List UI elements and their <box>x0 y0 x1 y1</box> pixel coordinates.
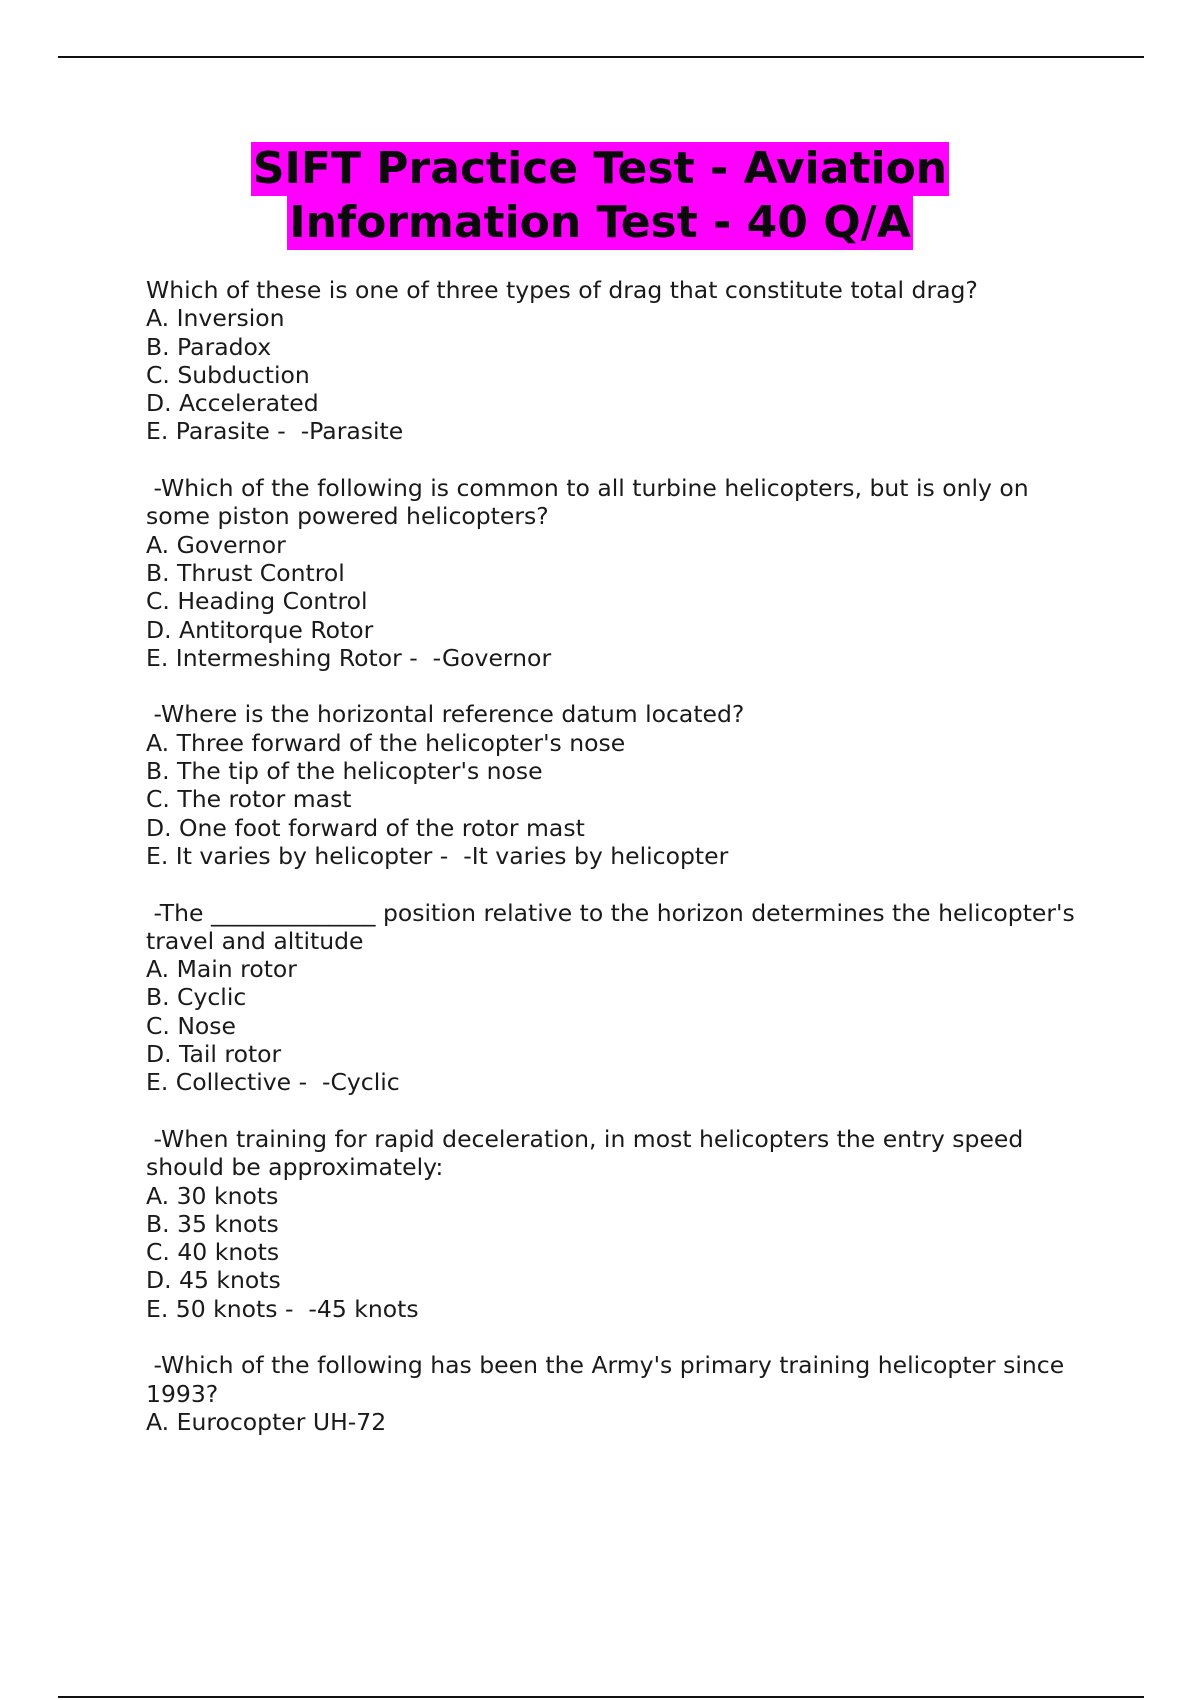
question-block <box>146 276 1076 446</box>
answer-option: C. Heading Control <box>146 587 368 616</box>
questions-body <box>146 276 1083 1464</box>
title-line-1: SIFT Practice Test - Aviation <box>252 143 948 194</box>
answer-option: D. Antitorque Rotor <box>146 615 374 644</box>
answer-option: A. Governor <box>146 530 286 559</box>
answer-option: A. Three forward of the helicopter's nose <box>146 728 626 757</box>
question-block <box>146 1125 1076 1323</box>
answer-option: D. 45 knots <box>146 1266 281 1295</box>
answer-option: C. 40 knots <box>146 1238 280 1267</box>
answer-option: C. Subduction <box>146 360 310 389</box>
question-prompt: -Where is the horizontal reference datum located? <box>146 700 745 729</box>
answer-option: E. Collective - -Cyclic <box>146 1068 400 1097</box>
question-prompt: -When training for rapid deceleration, in most helicopters the entry speed should be approximately: <box>146 1124 1031 1182</box>
answer-option: C. The rotor mast <box>146 785 352 814</box>
question-block <box>146 1351 1076 1436</box>
answer-option: D. Accelerated <box>146 389 319 418</box>
top-rule <box>58 56 1144 58</box>
question-block <box>146 474 1076 672</box>
answer-option: B. Thrust Control <box>146 558 345 587</box>
question-prompt: -Which of the following is common to all turbine helicopters, but is only on some piston powered helicopters? <box>146 474 1037 531</box>
question-block <box>146 700 1076 870</box>
answer-option: E. Intermeshing Rotor - -Governor <box>146 643 552 672</box>
answer-option: A. 30 knots <box>146 1181 279 1210</box>
title-line-2: Information Test - 40 Q/A <box>289 197 911 248</box>
answer-option: D. One foot forward of the rotor mast <box>146 813 585 842</box>
answer-option: B. The tip of the helicopter's nose <box>146 757 543 786</box>
answer-option: C. Nose <box>146 1011 237 1040</box>
question-prompt: -The ______________ position relative to the horizon determines the helicopter's travel and altitude <box>146 898 1083 955</box>
answer-option: A. Main rotor <box>146 955 297 984</box>
document-title <box>0 142 1200 250</box>
answer-option: A. Eurocopter UH-72 <box>146 1407 387 1436</box>
question-block <box>146 898 1083 1097</box>
question-prompt: Which of these is one of three types of drag that constitute total drag? <box>146 276 978 304</box>
answer-option: B. Cyclic <box>146 983 247 1012</box>
answer-option: E. It varies by helicopter - -It varies by helicopter <box>146 841 729 870</box>
answer-option: E. Parasite - -Parasite <box>146 417 404 446</box>
answer-option: B. 35 knots <box>146 1209 279 1238</box>
answer-option: B. Paradox <box>146 332 272 361</box>
answer-option: A. Inversion <box>146 304 285 333</box>
answer-option: D. Tail rotor <box>146 1040 282 1069</box>
question-prompt: -Which of the following has been the Army's primary training helicopter since 1993? <box>146 1351 1072 1408</box>
bottom-rule <box>58 1696 1144 1698</box>
answer-option: E. 50 knots - -45 knots <box>146 1294 419 1323</box>
